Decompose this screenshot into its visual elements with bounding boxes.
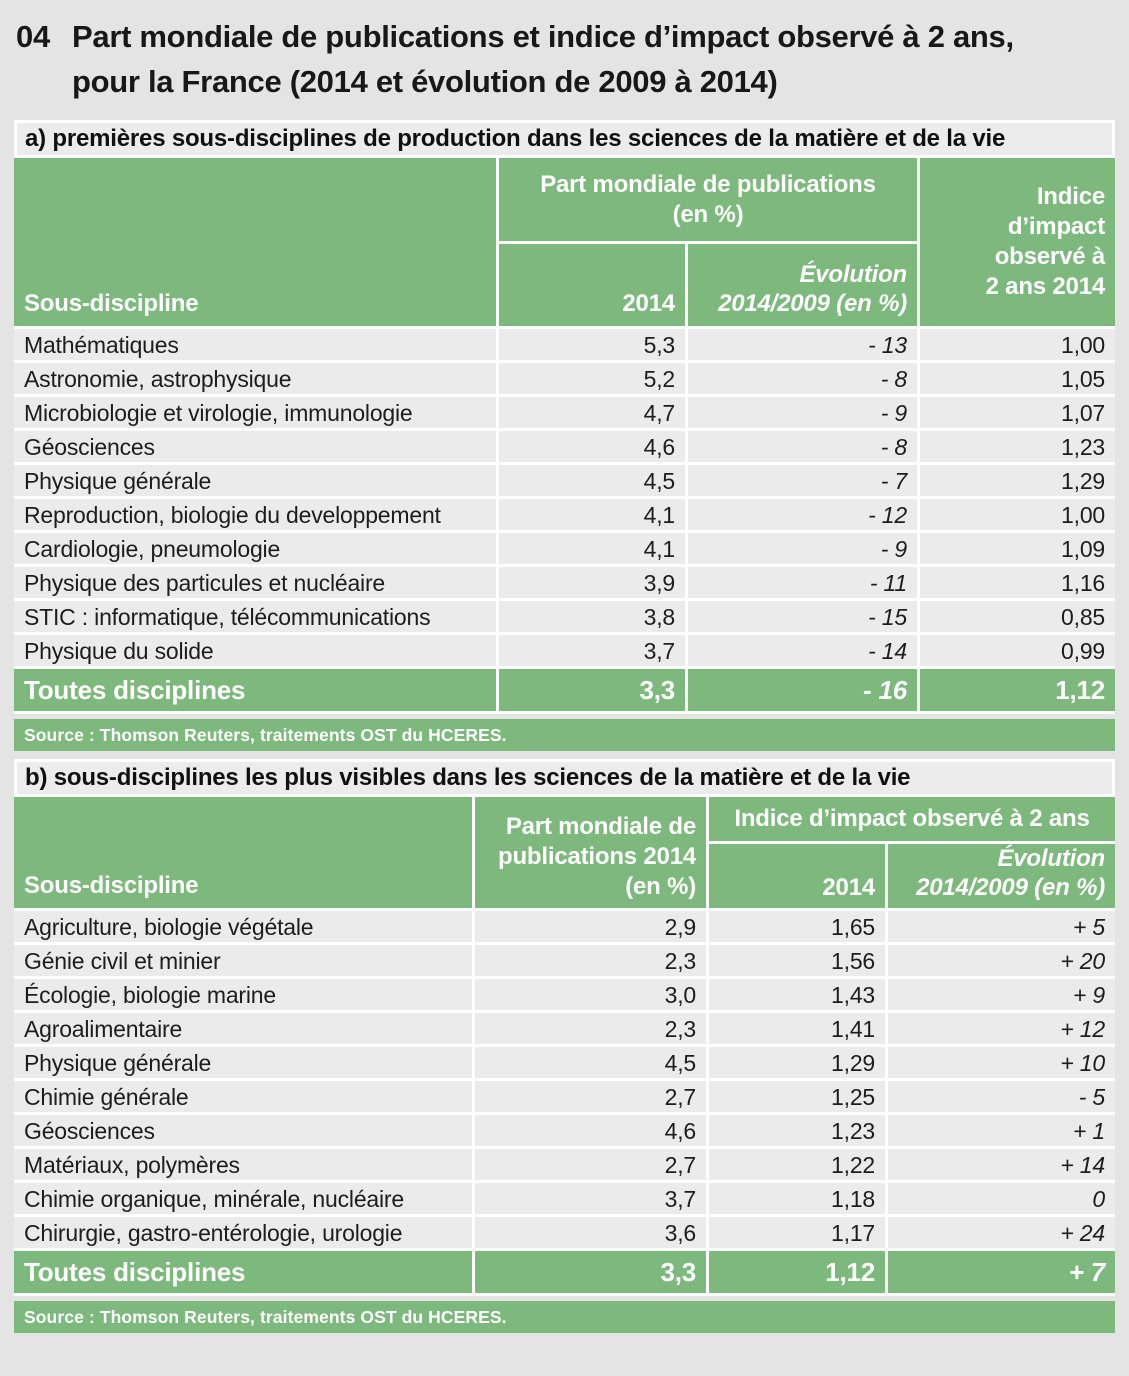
cell-evolution: + 1 xyxy=(888,1115,1115,1146)
table-a-total-row xyxy=(14,669,1115,714)
indice-line3: observé à xyxy=(994,243,1105,270)
cell-sous-discipline: Génie civil et minier xyxy=(14,945,472,976)
cell-sous-discipline: Mathématiques xyxy=(14,329,496,360)
cell-evolution: - 9 xyxy=(688,533,917,564)
cell-indice-2014: 1,25 xyxy=(709,1081,885,1112)
section-b-label: b) sous-disciplines les plus visibles dans les sciences de la matière et de la vie xyxy=(14,759,1115,797)
cell-evolution: - 5 xyxy=(888,1081,1115,1112)
figure-title-line2: pour la France (2014 et évolution de 2009 à 2014) xyxy=(72,64,778,99)
cell-sous-discipline: Agriculture, biologie végétale xyxy=(14,911,472,942)
total-label: Toutes disciplines xyxy=(14,1251,472,1293)
cell-part-2014: 4,5 xyxy=(475,1047,706,1078)
cell-sous-discipline: Agroalimentaire xyxy=(14,1013,472,1044)
cell-sous-discipline: Physique du solide xyxy=(14,635,496,666)
cell-indice-2014: 1,22 xyxy=(709,1149,885,1180)
table-row xyxy=(14,601,1115,635)
cell-part-2014: 3,6 xyxy=(475,1217,706,1248)
cell-sous-discipline: Physique générale xyxy=(14,465,496,496)
cell-evolution: 0 xyxy=(888,1183,1115,1214)
table-b-total-row xyxy=(14,1251,1115,1296)
table-b-source: Source : Thomson Reuters, traitements OST du HCERES. xyxy=(14,1301,1115,1333)
cell-indice-impact: 1,09 xyxy=(920,533,1115,564)
table-a-body xyxy=(14,329,1115,669)
cell-indice-impact: 1,29 xyxy=(920,465,1115,496)
cell-sous-discipline: Écologie, biologie marine xyxy=(14,979,472,1010)
table-row xyxy=(14,1115,1115,1149)
total-evolution: - 16 xyxy=(688,669,917,711)
cell-part-2014: 4,6 xyxy=(499,431,685,462)
cell-sous-discipline: Chirurgie, gastro-entérologie, urologie xyxy=(14,1217,472,1248)
cell-sous-discipline: Chimie organique, minérale, nucléaire xyxy=(14,1183,472,1214)
figure-number: 04 xyxy=(16,19,50,54)
cell-indice-2014: 1,65 xyxy=(709,911,885,942)
cell-evolution: + 10 xyxy=(888,1047,1115,1078)
cell-indice-impact: 1,05 xyxy=(920,363,1115,394)
table-row xyxy=(14,1217,1115,1251)
table-row xyxy=(14,979,1115,1013)
cell-indice-impact: 1,00 xyxy=(920,499,1115,530)
cell-part-2014: 4,1 xyxy=(499,499,685,530)
cell-sous-discipline: Cardiologie, pneumologie xyxy=(14,533,496,564)
total-label: Toutes disciplines xyxy=(14,669,496,711)
table-row xyxy=(14,1149,1115,1183)
table-b-body xyxy=(14,911,1115,1251)
cell-indice-2014: 1,29 xyxy=(709,1047,885,1078)
cell-sous-discipline: Géosciences xyxy=(14,431,496,462)
table-b-header-evolution xyxy=(888,844,1115,908)
table-row xyxy=(14,499,1115,533)
table-row xyxy=(14,911,1115,945)
evolution-line1: Évolution xyxy=(997,845,1105,872)
figure-title-text xyxy=(72,14,1014,104)
total-part-2014: 3,3 xyxy=(499,669,685,711)
table-a-header xyxy=(14,158,1115,329)
cell-part-2014: 3,9 xyxy=(499,567,685,598)
cell-indice-2014: 1,18 xyxy=(709,1183,885,1214)
cell-evolution: + 24 xyxy=(888,1217,1115,1248)
cell-sous-discipline: Physique des particules et nucléaire xyxy=(14,567,496,598)
cell-sous-discipline: Reproduction, biologie du developpement xyxy=(14,499,496,530)
cell-part-2014: 3,8 xyxy=(499,601,685,632)
cell-evolution: + 20 xyxy=(888,945,1115,976)
table-row xyxy=(14,1047,1115,1081)
cell-indice-2014: 1,41 xyxy=(709,1013,885,1044)
cell-evolution: + 14 xyxy=(888,1149,1115,1180)
cell-evolution: - 7 xyxy=(688,465,917,496)
table-a-header-group-line1: Part mondiale de publications xyxy=(540,170,876,198)
cell-part-2014: 5,2 xyxy=(499,363,685,394)
cell-indice-impact: 1,07 xyxy=(920,397,1115,428)
cell-part-2014: 2,9 xyxy=(475,911,706,942)
cell-evolution: - 9 xyxy=(688,397,917,428)
evolution-line1: Évolution xyxy=(799,261,907,288)
cell-evolution: + 12 xyxy=(888,1013,1115,1044)
cell-evolution: - 8 xyxy=(688,363,917,394)
cell-evolution: - 14 xyxy=(688,635,917,666)
table-a-source: Source : Thomson Reuters, traitements OST du HCERES. xyxy=(14,719,1115,751)
cell-sous-discipline: Matériaux, polymères xyxy=(14,1149,472,1180)
cell-part-2014: 2,7 xyxy=(475,1081,706,1112)
section-b xyxy=(14,759,1115,1333)
cell-sous-discipline: Astronomie, astrophysique xyxy=(14,363,496,394)
cell-part-2014: 2,3 xyxy=(475,945,706,976)
cell-part-2014: 4,1 xyxy=(499,533,685,564)
table-a-header-2014: 2014 xyxy=(499,244,685,326)
total-part-2014: 3,3 xyxy=(475,1251,706,1293)
cell-indice-2014: 1,43 xyxy=(709,979,885,1010)
table-row xyxy=(14,945,1115,979)
cell-evolution: - 13 xyxy=(688,329,917,360)
cell-evolution: + 5 xyxy=(888,911,1115,942)
part-line3: (en %) xyxy=(625,873,696,900)
table-row xyxy=(14,363,1115,397)
table-b-header xyxy=(14,797,1115,911)
cell-evolution: - 15 xyxy=(688,601,917,632)
cell-part-2014: 3,7 xyxy=(475,1183,706,1214)
cell-sous-discipline: Chimie générale xyxy=(14,1081,472,1112)
figure-title-line1: Part mondiale de publications et indice d’impact observé à 2 ans, xyxy=(72,19,1014,54)
table-a-header-group-line2: (en %) xyxy=(672,200,744,228)
section-a-label: a) premières sous-disciplines de production dans les sciences de la matière et de la vie xyxy=(14,120,1115,158)
table-a-header-indice-impact xyxy=(920,158,1115,326)
cell-part-2014: 4,5 xyxy=(499,465,685,496)
cell-evolution: - 11 xyxy=(688,567,917,598)
cell-sous-discipline: STIC : informatique, télécommunications xyxy=(14,601,496,632)
cell-indice-impact: 1,16 xyxy=(920,567,1115,598)
evolution-line2: 2014/2009 (en %) xyxy=(718,290,907,317)
table-row xyxy=(14,465,1115,499)
table-a-header-evolution xyxy=(688,244,917,326)
indice-line2: d’impact xyxy=(1007,213,1105,240)
cell-indice-impact: 0,99 xyxy=(920,635,1115,666)
table-row xyxy=(14,635,1115,669)
indice-line4: 2 ans 2014 xyxy=(985,273,1105,300)
cell-part-2014: 3,0 xyxy=(475,979,706,1010)
cell-indice-2014: 1,17 xyxy=(709,1217,885,1248)
cell-evolution: + 9 xyxy=(888,979,1115,1010)
table-row xyxy=(14,1081,1115,1115)
table-row xyxy=(14,329,1115,363)
cell-sous-discipline: Microbiologie et virologie, immunologie xyxy=(14,397,496,428)
cell-indice-impact: 1,23 xyxy=(920,431,1115,462)
cell-evolution: - 12 xyxy=(688,499,917,530)
cell-evolution: - 8 xyxy=(688,431,917,462)
figure-title xyxy=(16,14,1115,104)
table-a-header-part-mondiale-group xyxy=(499,158,917,241)
table-row xyxy=(14,1183,1115,1217)
table-a-header-sous-discipline: Sous-discipline xyxy=(14,158,496,326)
table-b-header-part-mondiale xyxy=(475,797,706,908)
cell-part-2014: 3,7 xyxy=(499,635,685,666)
cell-part-2014: 4,7 xyxy=(499,397,685,428)
section-a xyxy=(14,120,1115,751)
cell-sous-discipline: Géosciences xyxy=(14,1115,472,1146)
table-row xyxy=(14,533,1115,567)
table-row xyxy=(14,1013,1115,1047)
table-row xyxy=(14,567,1115,601)
evolution-line2: 2014/2009 (en %) xyxy=(916,874,1105,901)
table-b-header-2014: 2014 xyxy=(709,844,885,908)
table-b-header-indice-group: Indice d’impact observé à 2 ans xyxy=(709,797,1115,841)
cell-indice-impact: 0,85 xyxy=(920,601,1115,632)
cell-sous-discipline: Physique générale xyxy=(14,1047,472,1078)
part-line1: Part mondiale de xyxy=(505,813,696,840)
cell-part-2014: 5,3 xyxy=(499,329,685,360)
cell-indice-2014: 1,23 xyxy=(709,1115,885,1146)
total-evolution: + 7 xyxy=(888,1251,1115,1293)
table-b-header-sous-discipline: Sous-discipline xyxy=(14,797,472,908)
table-row xyxy=(14,397,1115,431)
total-indice-impact: 1,12 xyxy=(920,669,1115,711)
cell-indice-impact: 1,00 xyxy=(920,329,1115,360)
total-indice-2014: 1,12 xyxy=(709,1251,885,1293)
cell-part-2014: 4,6 xyxy=(475,1115,706,1146)
table-row xyxy=(14,431,1115,465)
part-line2: publications 2014 xyxy=(498,843,696,870)
cell-indice-2014: 1,56 xyxy=(709,945,885,976)
cell-part-2014: 2,3 xyxy=(475,1013,706,1044)
cell-part-2014: 2,7 xyxy=(475,1149,706,1180)
indice-line1: Indice xyxy=(1036,183,1105,210)
